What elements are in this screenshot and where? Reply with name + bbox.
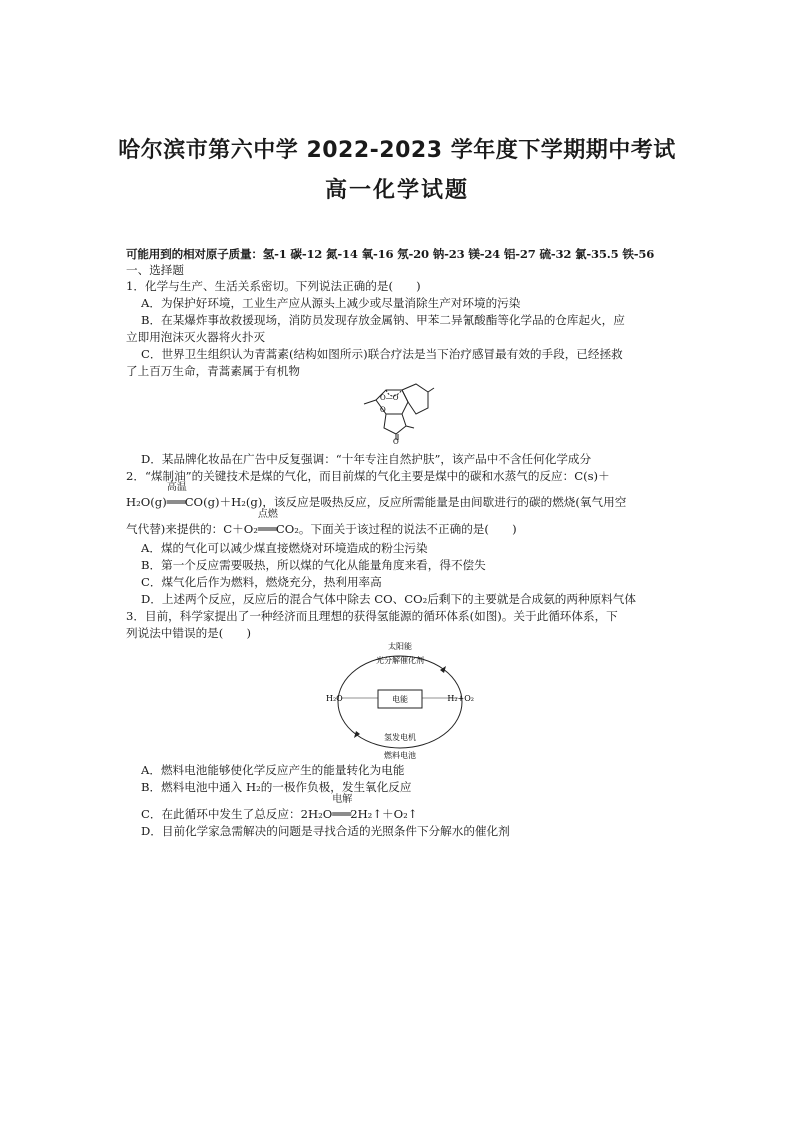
q1-option-c-line1: C．世界卫生组织认为青蒿素(结构如图所示)联合疗法是当下治疗感冒最有效的手段，已经拯救: [141, 347, 623, 361]
q2-equation-line2: [126, 509, 674, 538]
q3-option-d: D．目前化学家急需解决的问题是寻找合适的光照条件下分解水的催化剂: [141, 824, 510, 838]
q3-stem-line1: 3．目前，科学家提出了一种经济而且理想的获得氢能源的循环体系(如图)。关于此循环体系，下: [126, 609, 618, 623]
q1-option-c-line2: 了上百万生命，青蒿素属于有机物: [126, 364, 300, 378]
q3-stem-line2: 列说法中错误的是( ): [126, 626, 251, 640]
q2-option-b: B．第一个反应需要吸热，所以煤的气化从能量角度来看，得不偿失: [141, 558, 486, 572]
eq2-left: 气代替)来提供的：C＋O₂: [126, 522, 258, 536]
section-heading: 一、选择题: [126, 263, 184, 277]
solar-energy-label: 太阳能: [388, 642, 412, 651]
eq1-left: H₂O(g): [126, 495, 167, 509]
atomic-masses-line: 可能用到的相对原子质量：氢-1 碳-12 氮-14 氧-16 氖-20 钠-23 镁-24 铝-27 硫-32 氯-35.5 铁-56: [126, 247, 655, 261]
q1-stem: 1．化学与生产、生活关系密切。下列说法正确的是( ): [126, 279, 421, 293]
q2-stem-line1: 2．“煤制油”的关键技术是煤的气化，而目前煤的气化主要是煤中的碳和水蒸气的反应：C(s)＋: [126, 469, 610, 483]
q1-option-a: A．为保护好环境，工业生产应从源头上减少或尽量消除生产对环境的污染: [141, 296, 521, 310]
water-label: H₂O: [326, 694, 343, 703]
q2-option-a: A．煤的气化可以减少煤直接燃烧对环境造成的粉尘污染: [141, 541, 428, 555]
eq1-right: CO(g)＋H₂(g)，该反应是吸热反应，反应所需能量是由间歇进行的碳的燃烧(氧气用空: [184, 495, 627, 509]
hydrogen-generator-label: 氢发电机: [384, 733, 416, 742]
q3-option-a: A．燃料电池能够使化学反应产生的能量转化为电能: [141, 763, 405, 777]
q2-equation-line1: [126, 482, 674, 511]
photocatalyst-label: 光分解催化剂: [376, 656, 424, 665]
electric-energy-label: 电能: [392, 695, 408, 704]
q1-option-b-line2: 立即用泡沫灭火器将火扑灭: [126, 330, 266, 344]
artemisinin-structure: [358, 378, 438, 444]
q1-option-d: D．某品牌化妆品在广告中反复强调：“十年专注自然护肤”，该产品中不含任何化学成分: [141, 452, 592, 466]
eq2-right: CO₂。下面关于该过程的说法不正确的是( ): [275, 522, 517, 536]
exam-title: 哈尔滨市第六中学 2022-2023 学年度下学期期中考试: [118, 138, 676, 163]
q3-option-b: B．燃料电池中通入 H₂的一极作负极，发生氧化反应: [141, 780, 412, 794]
q2-option-c: C．煤气化后作为燃料，燃烧充分，热利用率高: [141, 575, 382, 589]
q3c-right: 2H₂↑＋O₂↑: [350, 807, 418, 821]
q2-option-d: D．上述两个反应，反应后的混合气体中除去 CO、CO₂后剩下的主要就是合成氨的两种原料气体: [141, 592, 636, 606]
ether-o-label: O: [380, 406, 386, 414]
hydrogen-cycle-diagram: [320, 640, 480, 762]
q3c-left: C．在此循环中发生了总反应：2H₂O: [141, 807, 333, 821]
q3-option-c: [141, 794, 674, 823]
carbonyl-o-label: O: [393, 438, 399, 444]
peroxide-label: O—O: [380, 394, 399, 402]
hydrogen-oxygen-label: H₂+O₂: [447, 694, 474, 703]
fuel-cell-label: 燃料电池: [384, 751, 416, 760]
eq2-condition: 点燃 ═══: [257, 509, 278, 536]
exam-subtitle: 高一化学试题: [324, 178, 469, 203]
q1-option-b-line1: B．在某爆炸事故救援现场，消防员发现存放金属钠、甲苯二异氰酸酯等化学品的仓库起火，应: [141, 313, 625, 327]
eq1-condition: 高温 ═══: [166, 482, 187, 509]
q3c-condition: 电解 ═══: [332, 794, 353, 821]
